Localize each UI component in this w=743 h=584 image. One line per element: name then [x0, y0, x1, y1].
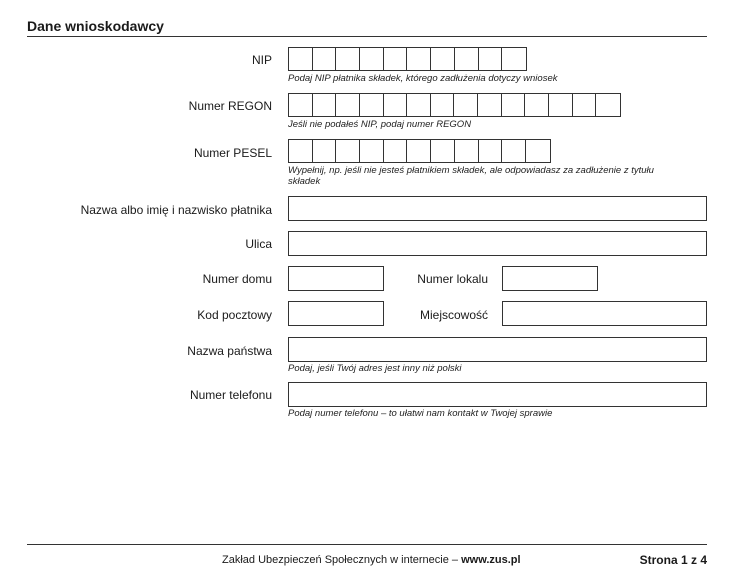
digit-cell[interactable]: [455, 48, 479, 70]
regon-label: Numer REGON: [188, 99, 272, 113]
digit-cell[interactable]: [479, 48, 503, 70]
postal-code-field[interactable]: [288, 301, 384, 326]
nip-input[interactable]: [288, 47, 527, 71]
digit-cell[interactable]: [360, 48, 384, 70]
digit-cell[interactable]: [360, 94, 384, 116]
digit-cell[interactable]: [289, 48, 313, 70]
digit-cell[interactable]: [407, 140, 431, 162]
city-label: Miejscowość: [419, 308, 488, 322]
digit-cell[interactable]: [384, 94, 408, 116]
digit-cell[interactable]: [573, 94, 597, 116]
digit-cell[interactable]: [526, 140, 550, 162]
section-title: Dane wnioskodawcy: [27, 18, 164, 34]
postal-code-label: Kod pocztowy: [197, 308, 272, 322]
nip-hint: Podaj NIP płatnika składek, którego zadłużenia dotyczy wniosek: [288, 73, 558, 84]
country-hint: Podaj, jeśli Twój adres jest inny niż polski: [288, 363, 462, 374]
digit-cell[interactable]: [384, 140, 408, 162]
regon-input[interactable]: [288, 93, 621, 117]
digit-cell[interactable]: [289, 140, 313, 162]
street-field[interactable]: [288, 231, 707, 256]
footer-org-text: Zakład Ubezpieczeń Społecznych w internecie –: [222, 554, 462, 566]
unit-number-label: Numer lokalu: [417, 272, 488, 286]
nip-label: NIP: [251, 53, 272, 67]
digit-cell[interactable]: [360, 140, 384, 162]
digit-cell[interactable]: [478, 94, 502, 116]
digit-cell[interactable]: [431, 94, 455, 116]
digit-cell[interactable]: [479, 140, 503, 162]
digit-cell[interactable]: [336, 48, 360, 70]
digit-cell[interactable]: [431, 140, 455, 162]
country-field[interactable]: [288, 337, 707, 362]
phone-label: Numer telefonu: [189, 388, 272, 402]
digit-cell[interactable]: [336, 94, 360, 116]
digit-cell[interactable]: [313, 48, 337, 70]
unit-number-field[interactable]: [502, 266, 598, 291]
digit-cell[interactable]: [502, 94, 526, 116]
regon-hint: Jeśli nie podałeś NIP, podaj numer REGON: [288, 119, 472, 130]
street-label: Ulica: [245, 237, 272, 251]
house-number-label: Numer domu: [202, 272, 272, 286]
pesel-hint-line1: Wypełnij, np. jeśli nie jesteś płatnikiem składek, ale odpowiadasz za zadłużenie z tytułu: [288, 165, 654, 176]
page-number: Strona 1 z 4: [639, 553, 707, 567]
digit-cell[interactable]: [336, 140, 360, 162]
city-field[interactable]: [502, 301, 707, 326]
footer-org: [222, 554, 521, 566]
digit-cell[interactable]: [431, 48, 455, 70]
digit-cell[interactable]: [289, 94, 313, 116]
digit-cell[interactable]: [454, 94, 478, 116]
digit-cell[interactable]: [455, 140, 479, 162]
house-number-field[interactable]: [288, 266, 384, 291]
country-label: Nazwa państwa: [187, 344, 272, 358]
footer-url[interactable]: www.zus.pl: [461, 554, 521, 566]
section-divider: [27, 36, 707, 37]
pesel-hint-line2: składek: [288, 176, 321, 187]
digit-cell[interactable]: [384, 48, 408, 70]
footer-divider: [27, 544, 707, 545]
pesel-input[interactable]: [288, 139, 551, 163]
digit-cell[interactable]: [549, 94, 573, 116]
payer-name-label: Nazwa albo imię i nazwisko płatnika: [80, 203, 272, 217]
payer-name-field[interactable]: [288, 196, 707, 221]
digit-cell[interactable]: [502, 48, 526, 70]
digit-cell[interactable]: [502, 140, 526, 162]
digit-cell[interactable]: [407, 94, 431, 116]
pesel-label: Numer PESEL: [193, 146, 272, 160]
digit-cell[interactable]: [313, 94, 337, 116]
digit-cell[interactable]: [596, 94, 620, 116]
phone-field[interactable]: [288, 382, 707, 407]
digit-cell[interactable]: [407, 48, 431, 70]
phone-hint: Podaj numer telefonu – to ułatwi nam kontakt w Twojej sprawie: [288, 408, 553, 419]
digit-cell[interactable]: [313, 140, 337, 162]
digit-cell[interactable]: [525, 94, 549, 116]
